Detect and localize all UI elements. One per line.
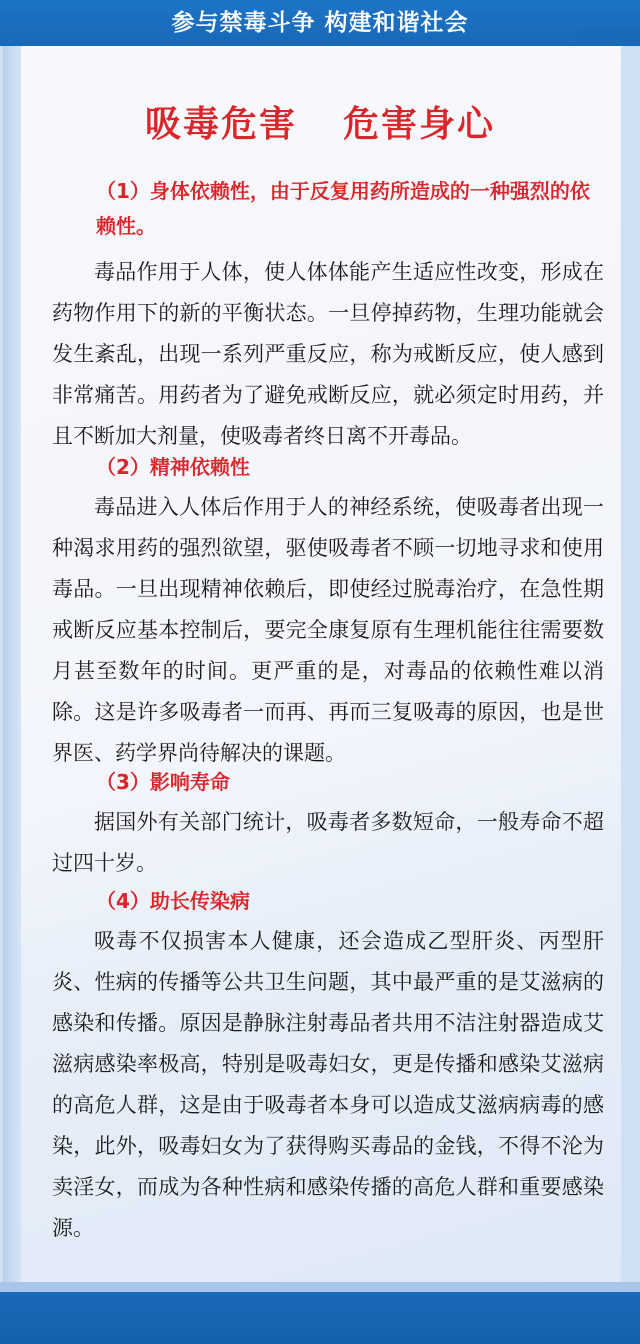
section-paragraph: 毒品进入人体后作用于人的神经系统，使吸毒者出现一种渴求用药的强烈欲望，驱使吸毒者不顾一切地寻求和使用毒品。一旦出现精神依赖后，即使经过脱毒治疗，在急性期戒断反应基本控制后，要完全康复原有生理机能往往需要数月甚至数年的时间。更严重的是，对毒品的依赖性难以消除。这是许多吸毒者一而再、再而三复吸毒的原因，也是世界医、药学界尚待解决的课题。	[52, 495, 604, 765]
section-paragraph: 吸毒不仅损害本人健康，还会造成乙型肝炎、丙型肝炎、性病的传播等公共卫生问题，其中最严重的是艾滋病的感染和传播。原因是静脉注射毒品者共用不洁注射器造成艾滋病感染率极高，特别是吸毒妇女，更是传播和感染艾滋病的高危人群，这是由于吸毒者本身可以造成艾滋病病毒的感染，此外，吸毒妇女为了获得购买毒品的金钱，不得不沦为卖淫女，而成为各种性病和感染传播的高危人群和重要感染源。	[52, 929, 604, 1240]
page-title	[0, 96, 640, 147]
section-3	[52, 765, 604, 884]
section-paragraph: 据国外有关部门统计，吸毒者多数短命，一般寿命不超过四十岁。	[52, 810, 604, 875]
footer-bar	[0, 1292, 640, 1344]
section-heading: （4）助长传染病	[96, 889, 250, 913]
footer-lip-decoration	[0, 1282, 640, 1292]
page-title-part2: 危害身心	[343, 104, 496, 145]
section-heading: （1）身体依赖性，由于反复用药所造成的一种强烈的依赖性。	[96, 179, 590, 238]
section-heading: （3）影响寿命	[96, 770, 230, 794]
section-4	[52, 884, 604, 1249]
section-paragraph: 毒品作用于人体，使人体体能产生适应性改变，形成在药物作用下的新的平衡状态。一旦停掉药物，生理功能就会发生紊乱，出现一系列严重反应，称为戒断反应，使人感到非常痛苦。用药者为了避免戒断反应，就必须定时用药，并且不断加大剂量，使吸毒者终日离不开毒品。	[52, 260, 604, 448]
panel-edge-decoration	[3, 46, 21, 1282]
header-slogan: 参与禁毒斗争 构建和谐社会	[171, 10, 469, 36]
section-1	[52, 174, 604, 457]
section-heading: （2）精神依赖性	[96, 455, 250, 479]
section-2	[52, 450, 604, 774]
page-title-part1: 吸毒危害	[144, 104, 297, 145]
